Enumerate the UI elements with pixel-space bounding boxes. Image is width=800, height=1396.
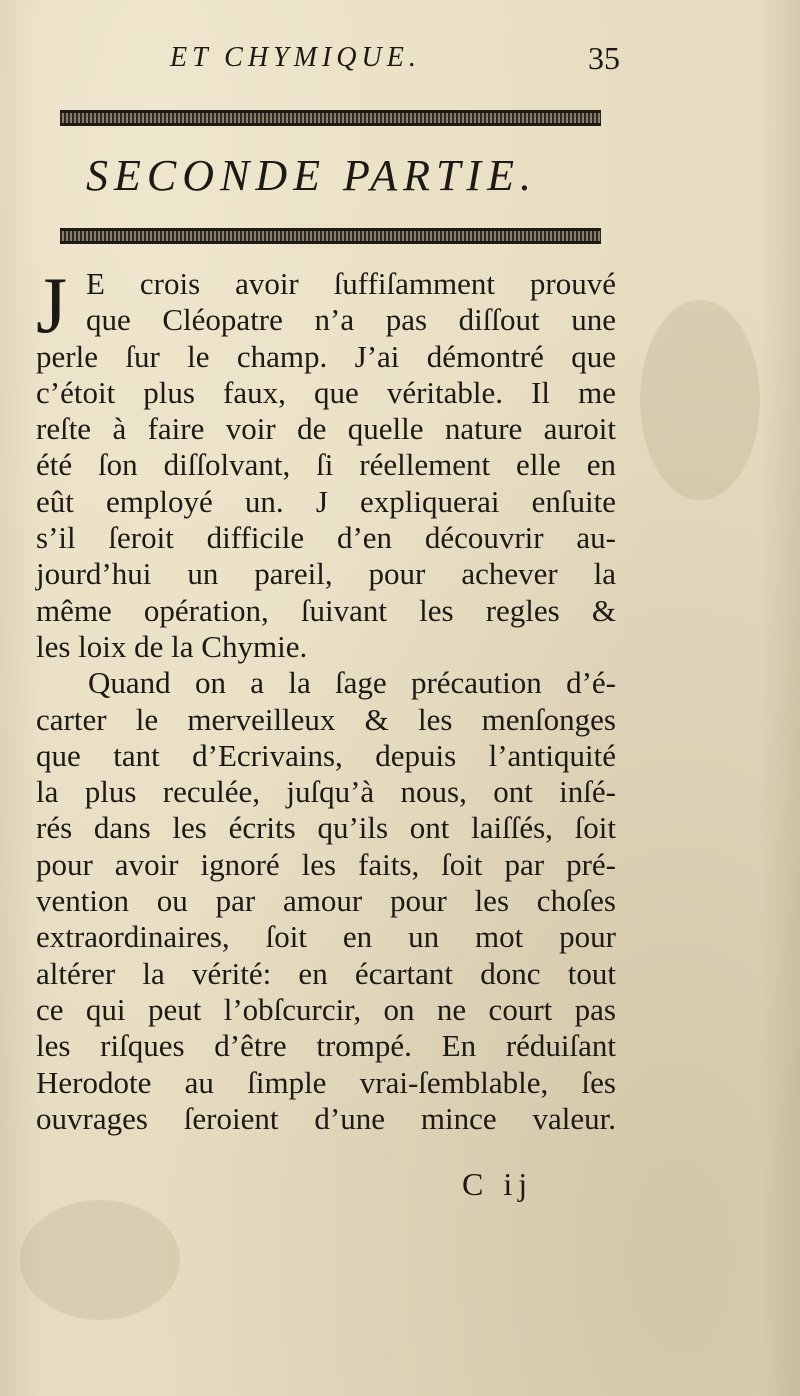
text-line: les loix de la Chymie. — [36, 628, 308, 664]
text-line: Herodote au ſimple vrai-ſemblable, ſes — [36, 1064, 616, 1100]
text-line: s’il ſeroit difficile d’en découvrir au- — [36, 520, 616, 556]
body-text — [36, 262, 616, 1137]
text-line: rés dans les écrits qu’ils ont laiſſés, ſoit — [36, 810, 616, 846]
text-line: jourd’hui un pareil, pour achever la — [36, 556, 616, 592]
paper-stain — [640, 300, 760, 500]
text-line: les riſques d’être trompé. En réduiſant — [36, 1028, 616, 1064]
text-line: été ſon diſſolvant, ſi réellement elle en — [36, 447, 616, 483]
text-line: c’étoit plus faux, que véritable. Il me — [36, 374, 616, 410]
paper-stain — [20, 1200, 180, 1320]
drop-cap: J — [36, 262, 68, 350]
text-line: carter le merveilleux & les menſonges — [36, 701, 616, 737]
text-line: reſte à faire voir de quelle nature auroit — [36, 411, 616, 447]
text-line: même opération, ſuivant les regles & — [36, 592, 616, 628]
paragraph-1 — [36, 262, 616, 665]
text-line: Quand on a la ſage précaution d’é- — [88, 665, 616, 701]
text-line: que Cléopatre n’a pas diſſout une — [86, 302, 616, 338]
paragraph-2 — [36, 665, 616, 1137]
text-line: que tant d’Ecrivains, depuis l’antiquité — [36, 737, 616, 773]
text-line: altérer la vérité: en écartant donc tout — [36, 955, 616, 991]
text-line: la plus reculée, juſqu’à nous, ont inſé- — [36, 774, 616, 810]
text-line: ce qui peut l’obſcurcir, on ne court pas — [36, 991, 616, 1027]
text-line: ouvrages ſeroient d’une mince valeur. — [36, 1100, 616, 1136]
page-number: 35 — [588, 40, 620, 76]
text-line: vention ou par amour pour les choſes — [36, 883, 616, 919]
text-line: pour avoir ignoré les faits, ſoit par pré- — [36, 846, 616, 882]
signature-mark: C ij — [462, 1166, 534, 1202]
section-title: SECONDE PARTIE. — [86, 151, 537, 200]
ornamental-rule-bottom — [60, 228, 601, 244]
ornamental-rule-top — [60, 110, 601, 126]
running-title: ET CHYMIQUE. — [170, 42, 421, 73]
text-line: E crois avoir ſuffiſamment prouvé — [86, 266, 616, 301]
running-head — [150, 42, 620, 86]
text-line: extraordinaires, ſoit en un mot pour — [36, 919, 616, 955]
text-line: perle ſur le champ. J’ai démontré que — [36, 338, 616, 374]
text-line: eût employé un. J expliquerai enſuite — [36, 483, 616, 519]
